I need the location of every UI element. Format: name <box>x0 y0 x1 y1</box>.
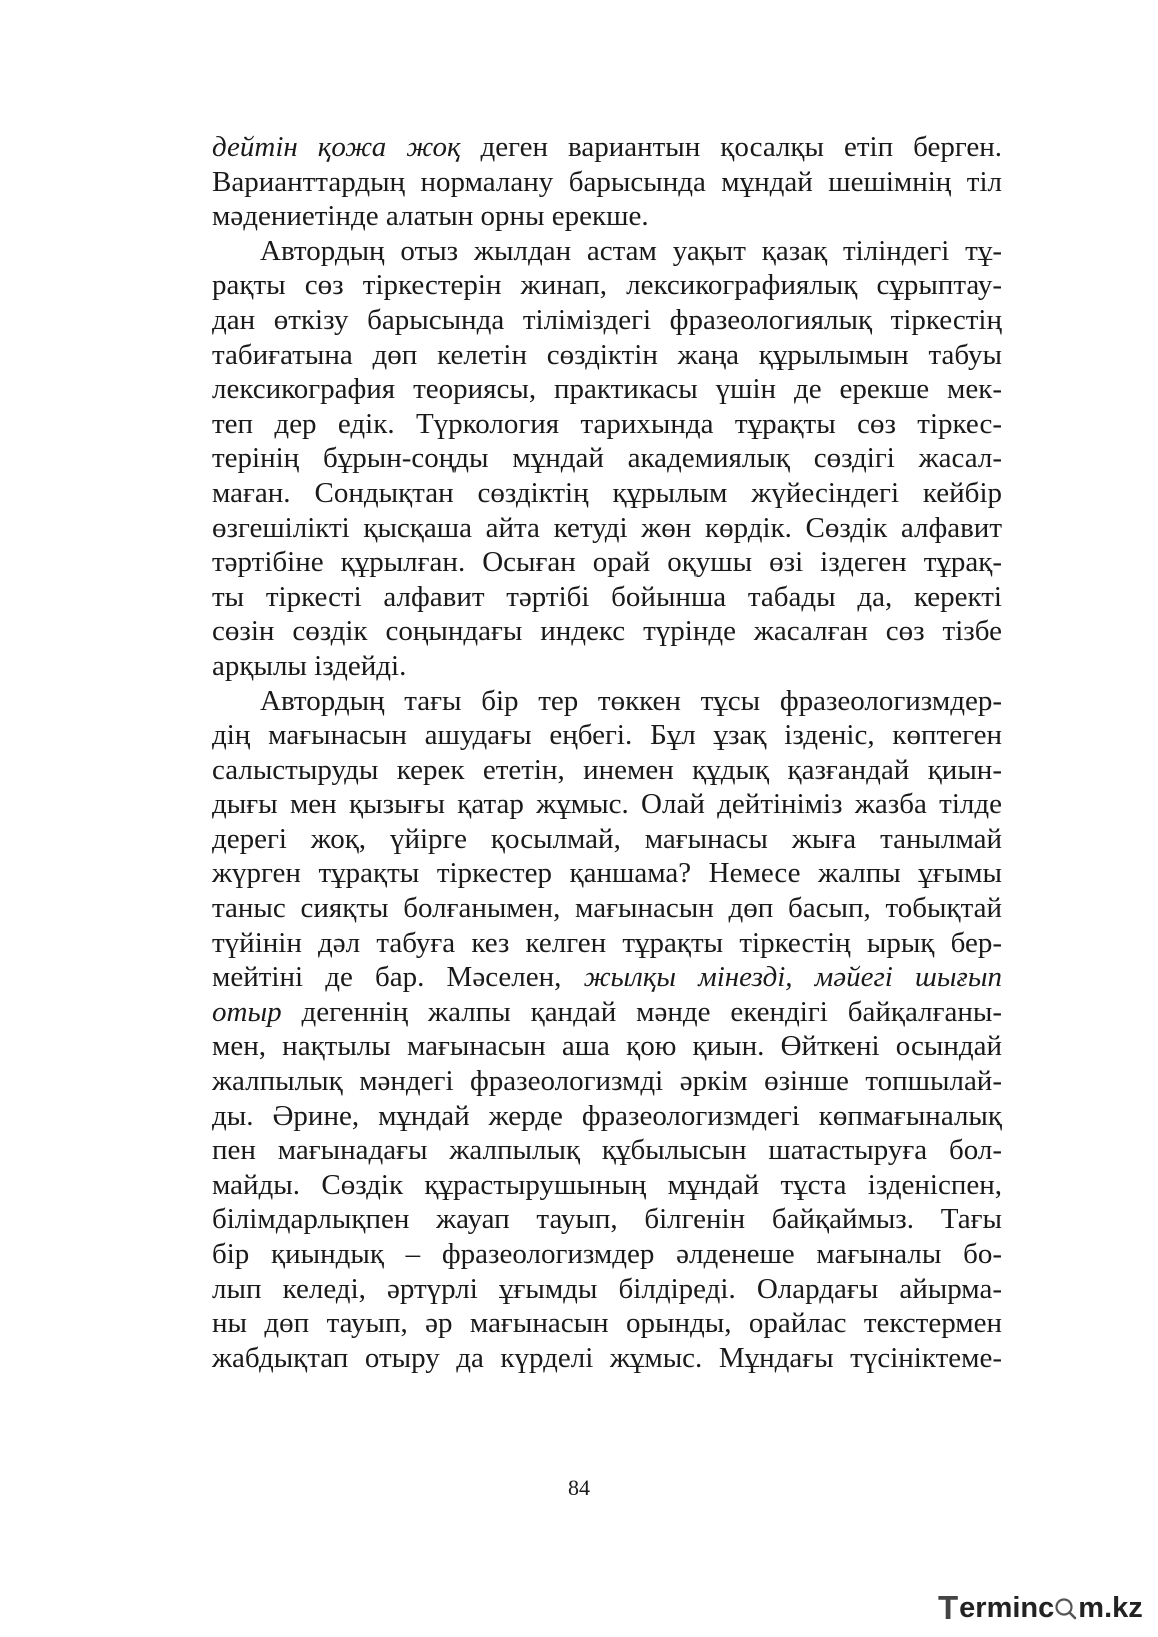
italic-phrase: отыр <box>212 995 282 1028</box>
text-line <box>212 1064 1002 1099</box>
text-run: бір қиындық – фразеологизмдер әлденеше мағыналы бо- <box>212 1238 1002 1270</box>
text-line <box>212 614 1002 649</box>
text-line <box>212 1168 1002 1203</box>
text-run: ты тіркесті алфавит тәртібі бойынша табады да, керекті <box>212 580 1002 613</box>
text-line <box>212 476 1002 511</box>
text-line <box>212 649 1002 684</box>
text-line <box>212 1099 1002 1134</box>
text-line <box>212 1029 1002 1064</box>
text-line <box>212 787 1002 822</box>
text-line <box>212 545 1002 580</box>
text-line <box>212 891 1002 926</box>
text-line <box>212 995 1002 1030</box>
text-line <box>212 1133 1002 1168</box>
text-run: теп дер едік. Түркология тарихында тұрақты сөз тіркес- <box>212 407 1002 440</box>
text-run: Варианттардың нормалану барысында мұндай шешімнің тіл <box>212 165 1002 198</box>
text-run: түйінін дәл табуға кез келген тұрақты тіркестің ырық бер- <box>212 926 1002 959</box>
text-run: терінің бұрын-соңды мұндай академиялық сөздігі жасал- <box>212 442 1002 475</box>
text-run: білімдарлықпен жауап тауып, білгенін байқаймыз. Тағы <box>212 1203 1002 1236</box>
text-line <box>212 960 1002 995</box>
text-run: майды. Сөздік құрастырушының мұндай тұста ізденіспен, <box>212 1168 1002 1201</box>
text-line <box>212 926 1002 961</box>
text-run: лексикография теориясы, практикасы үшін де ерекше мек- <box>212 373 1002 406</box>
text-line <box>212 372 1002 407</box>
watermark-letter-t: T <box>938 1589 959 1626</box>
text-run: дегеннің жалпы қандай мәнде екендігі байқалғаны- <box>281 995 1002 1028</box>
watermark-text-1: erminc <box>959 1591 1055 1624</box>
text-line <box>212 511 1002 546</box>
text-line <box>212 718 1002 753</box>
text-line <box>212 856 1002 891</box>
text-line <box>212 338 1002 373</box>
text-line <box>212 303 1002 338</box>
text-run: пен мағынадағы жалпылық құбылысын шатастыруға бол- <box>212 1134 1002 1167</box>
text-run: дің мағынасын ашудағы еңбегі. Бұл ұзақ ізденіс, көптеген <box>212 719 1002 752</box>
text-run: ды. Әрине, мұндай жерде фразеологизмдегі көпмағыналық <box>212 1099 1002 1132</box>
text-line <box>212 580 1002 615</box>
text-run: деген вариантын қосалқы етіп берген. <box>460 131 1002 163</box>
text-run: рақты сөз тіркестерін жинап, лексикографиялық сұрыптау- <box>212 269 1002 302</box>
text-line <box>212 441 1002 476</box>
italic-phrase: дейтін қожа жоқ <box>212 131 461 163</box>
text-line <box>212 753 1002 788</box>
text-run: Автордың тағы бір тер төккен тұсы фразеологизмдер- <box>260 684 1002 717</box>
text-line <box>212 1202 1002 1237</box>
text-line <box>212 1341 1002 1376</box>
text-line <box>212 1272 1002 1307</box>
page-number: 84 <box>568 1475 590 1500</box>
italic-phrase: жылқы мінезді, мәйегі шығып <box>583 961 1002 994</box>
text-run: сөзін сөздік соңындағы индекс түрінде жасалған сөз тізбе <box>212 615 1002 648</box>
text-line <box>212 199 1002 234</box>
text-line <box>212 684 1002 719</box>
text-run: дан өткізу барысында тіліміздегі фразеологиялық тіркестің <box>212 303 1002 336</box>
text-line <box>212 234 1002 269</box>
text-line <box>212 1237 1002 1272</box>
text-run: салыстыруды керек ететін, инемен құдық қазғандай қиын- <box>212 753 1002 786</box>
text-line <box>212 1306 1002 1341</box>
text-run: лып келеді, әртүрлі ұғымды білдіреді. Олардағы айырма- <box>212 1272 1002 1305</box>
text-line <box>212 165 1002 200</box>
text-run: тәртібіне құрылған. Осыған орай оқушы өзі іздеген тұрақ- <box>212 546 1002 579</box>
text-run: өзгешілікті қысқаша айта кетуді жөн көрдік. Сөздік алфавит <box>212 511 1002 544</box>
body-text <box>212 130 1002 1375</box>
text-run: мейтіні де бар. Мәселен, <box>212 961 584 994</box>
watermark-text-2: m.kz <box>1078 1591 1143 1624</box>
text-run: маған. Сондықтан сөздіктің құрылым жүйесіндегі кейбір <box>212 476 1002 509</box>
text-line <box>212 407 1002 442</box>
text-run: дерегі жоқ, үйірге қосылмай, мағынасы жыға танылмай <box>212 822 1002 855</box>
text-run: жалпылық мәндегі фразеологизмді әркім өзінше топшылай- <box>212 1065 1002 1098</box>
text-line <box>212 130 1002 165</box>
text-run: ны дөп тауып, әр мағынасын орынды, орайлас текстермен <box>212 1307 1002 1340</box>
text-run: мәдениетінде алатын орны ерекше. <box>212 200 649 233</box>
text-run: Автордың отыз жылдан астам уақыт қазақ тіліндегі тұ- <box>260 234 1002 267</box>
text-run: табиғатына дөп келетін сөздіктін жаңа құрылымын табуы <box>212 338 1002 371</box>
magnifier-icon <box>1054 1596 1078 1620</box>
text-line <box>212 268 1002 303</box>
termincom-watermark <box>938 1588 1143 1628</box>
text-run: арқылы іздейді. <box>212 649 407 682</box>
text-run: дығы мен қызығы қатар жұмыс. Олай дейтініміз жазба тілде <box>212 788 1002 821</box>
text-line <box>212 822 1002 857</box>
text-run: мен, нақтылы мағынасын аша қою қиын. Өйткені осындай <box>212 1030 1002 1063</box>
text-run: жабдықтап отыру да күрделі жұмыс. Мұндағы түсініктеме- <box>212 1341 1002 1374</box>
text-run: жүрген тұрақты тіркестер қаншама? Немесе жалпы ұғымы <box>212 857 1002 890</box>
text-run: таныс сияқты болғанымен, мағынасын дөп басып, тобықтай <box>212 892 1002 925</box>
